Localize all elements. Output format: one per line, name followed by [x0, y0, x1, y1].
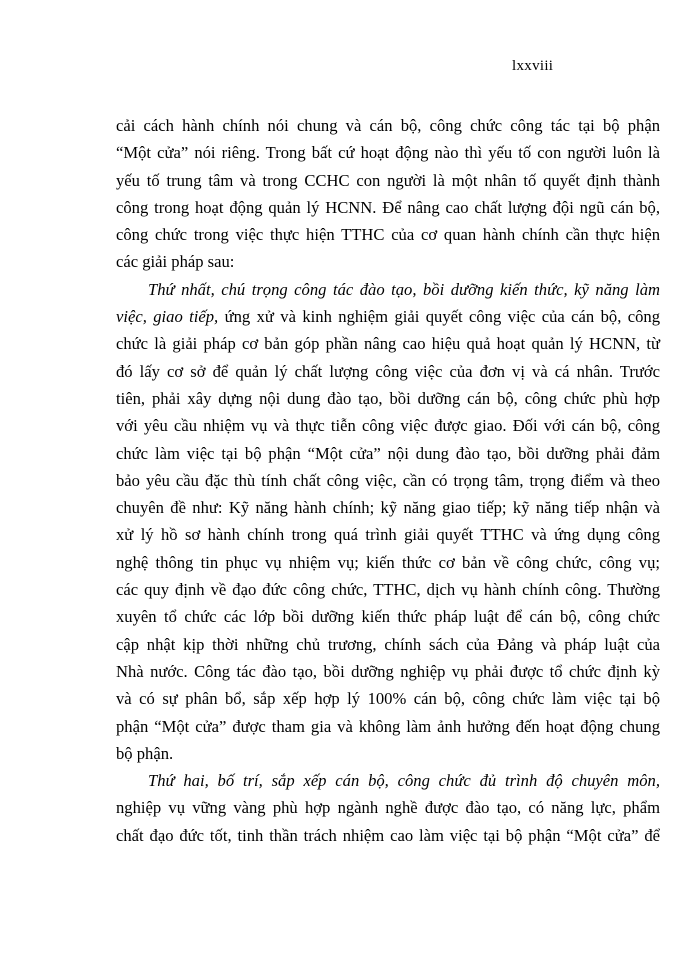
text-line: “Một cửa” nói riêng. Trong bất cứ hoạt động nào thì yếu tố con người luôn là	[116, 143, 660, 163]
body-text	[116, 112, 660, 849]
text-line: các giải pháp sau:	[116, 252, 235, 272]
text-line: cập nhật kịp thời những chủ trương, chính sách của Đảng và pháp luật của	[116, 634, 660, 654]
text-line: yếu tố trung tâm và trong CCHC con người là một nhân tố quyết định thành	[116, 170, 660, 190]
text-line: cải cách hành chính nói chung và cán bộ, công chức công tác tại bộ phận	[116, 116, 660, 135]
text-line: với yêu cầu nhiệm vụ và thực tiễn công việc được giao. Đối với cán bộ, công	[116, 416, 660, 436]
text-line: Nhà nước. Công tác đào tạo, bồi dưỡng nghiệp vụ phải được tổ chức định kỳ	[116, 661, 660, 681]
text-line-italic: Thứ nhất, chú trọng công tác đào tạo, bồi dưỡng kiến thức, kỹ năng làm	[148, 279, 660, 299]
text-line: xuyên tổ chức các lớp bồi dưỡng kiến thức pháp luật để cán bộ, công chức	[116, 607, 660, 627]
page-number: lxxviii	[512, 58, 554, 74]
text-line: xử lý hồ sơ hành chính trong quá trình giải quyết TTHC và ứng dụng công	[116, 525, 660, 545]
text-line: bảo yêu cầu đặc thù tính chất công việc, cần có trọng tâm, trọng điểm và theo	[116, 470, 660, 490]
italic-run: việc, giao tiếp,	[116, 307, 219, 327]
text-line: đó lấy cơ sở để quản lý chất lượng công việc của đơn vị và cá nhân. Trước	[116, 361, 660, 381]
regular-run: ứng xử và kinh nghiệm giải quyết công việc của cán bộ, công	[218, 307, 660, 327]
text-line: chức làm việc tại bộ phận “Một cửa” nội dung đào tạo, bồi dưỡng phải đảm	[116, 443, 660, 463]
text-line: tiên, phải xây dựng nội dung đào tạo, bồi dưỡng cán bộ, công chức phù hợp	[116, 388, 660, 408]
text-line: bộ phận.	[116, 743, 174, 763]
text-line: phận “Một cửa” được tham gia và không làm ảnh hưởng đến hoạt động chung	[116, 716, 660, 736]
text-line-italic: Thứ hai, bố trí, sắp xếp cán bộ, công chức đủ trình độ chuyên môn,	[148, 771, 660, 791]
text-line: chức là giải pháp cơ bản góp phần nâng cao hiệu quả hoạt quản lý HCNN, từ	[116, 334, 660, 354]
text-line-mixed	[116, 303, 660, 330]
text-line: các quy định về đạo đức công chức, TTHC, dịch vụ hành chính công. Thường	[116, 580, 660, 600]
text-line: công trong hoạt động quản lý HCNN. Để nâng cao chất lượng đội ngũ cán bộ,	[116, 197, 660, 217]
text-line: chuyên đề như: Kỹ năng hành chính; kỹ năng giao tiếp; kỹ năng tiếp nhận và	[116, 498, 660, 518]
text-line: chất đạo đức tốt, tinh thần trách nhiệm cao làm việc tại bộ phận “Một cửa” để	[116, 825, 660, 845]
text-line: công chức trong việc thực hiện TTHC của cơ quan hành chính cần thực hiện	[116, 225, 660, 245]
text-line: và có sự phân bổ, sắp xếp hợp lý 100% cán bộ, công chức làm việc tại bộ	[116, 689, 660, 709]
text-line: nghiệp vụ vững vàng phù hợp ngành nghề được đào tạo, có năng lực, phẩm	[116, 798, 660, 818]
text-line: nghệ thông tin phục vụ nhiệm vụ; kiến thức cơ bản về công chức, công vụ;	[116, 552, 660, 572]
